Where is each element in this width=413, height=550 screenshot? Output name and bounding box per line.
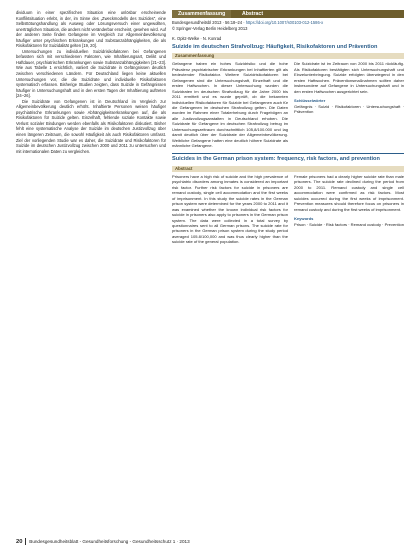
journal-footer: Bundesgesundheitsblatt - Gesundheitsforschung - Gesundheitsschutz 1 · 2013 [29,539,190,544]
german-keywords-label: Schlüsselwörter [294,98,326,104]
german-keywords: Gefängnis · Suizid · Risikofaktoren · Untersuchungshaft · Prävention [294,103,404,114]
authors: K. Opitz-Welke · N. Konrad [172,36,222,42]
tab-abstract: Abstract [242,11,264,17]
english-abstract-text-2: Female prisoners had a clearly higher suicide rate than male prisoners. The suicide rate declined during the period from 2000 to 2011. Remand custody and single cell accommodation were confirmed as risk factors. Most suicides occurred during the first weeks of imprisonment. Prevention measures should therefore focus on prisoners in remand custody and during the first weeks of imprisonment. [294,173,404,212]
doi-link[interactable]: https://doi.org/10.1007/s00103-012-1586-x [245,20,324,25]
german-abstract [172,61,404,148]
english-keywords: Prison · Suicide · Risk factors · Remand custody · Prevention [294,221,404,227]
footer-divider [25,538,26,545]
english-abstract-text-1: Prisoners have a high risk of suicide and the high prevalence of psychiatric disorders among inmates is considered an important risk factor. Further risk factors for suicide in prisoners are remand custody, single cell accommodation and the first weeks of imprisonment. In this study the suicide rates in the German prison system were determined for the years 2000 to 2011 and it was examined whether the known individual risk factors for suicide in prisoners also apply to prisoners in the German prison system. The data were collected in a total survey by questionnaires sent to all German prisons. The suicide rate for prisoners in the German prison system during the study period averaged 105.8/100,000 and was thus clearly higher than the suicide rate of the general population. [172,173,288,245]
tab-zusammenfassung: Zusammenfassung [172,10,231,18]
abstract-panel [172,10,404,245]
page-footer [16,538,406,546]
copyright: © Springer-Verlag Berlin Heidelberg 2013 [172,25,248,31]
german-abstract-text-2: Die Suizidrate ist im Zeitraum von 2000 bis 2011 rückläufig. Als Risikofaktoren bestätigten sich Untersuchungshaft und Einzelunterbringung. Suizide erfolgten überwiegend in den ersten Haftwochen. Präventionsmaßnahmen sollten daher insbesondere auf Gefangene in Untersuchungshaft und in den ersten Haftwochen ausgerichtet sein. [294,61,404,94]
german-section-heading: Zusammenfassung [172,53,404,59]
body-paragraph: dividuum in einer spezifischen Situation eine unlösbar erscheinende Konfliktsituation erlebt, in der, im Sinne des „Zweckmodells des Suizides“, eine Selbsttötungshandlung als Ausweg oder Lösungsversuch einer ungewollten, unerträglichen Situation, die anders nicht veränderbar erscheint, gesehen wird. Auf der anderen Seite finden Gefangene im Vergleich zur Allgemeinbevölkerung häufiger unter psychischen Erkrankungen und Substanzabhängigkeiten, die als Risikofaktoren für Suizidalität gelten [19, 20]. [16,10,166,49]
abstract-tab-bar [172,10,404,18]
english-keywords-label: Keywords [294,216,314,222]
body-paragraph: Untersuchungen zu individuellen Suizidrisikofaktoren bei Gefangenen befassten sich mit verschiedenen Faktoren, wie Inhaftierungsart, Delikt und Haftdauer, psychiatrischen Erkrankungen sowie Substanzabhängigkeiten [21–23]. Wie aus Tabelle 1 ersichtlich, variiert die Suizidrate in Gefängnissen deutlich zwischen verschiedenen Ländern. Für Deutschland liegen keine aktuellen Untersuchungen vor, die die Suizidrate und individuelle Risikofaktoren systematisch erfassen. Bisherige Studien zeigten, dass Suizide in Gefängnissen häufiger in Untersuchungshaft und in den ersten Tagen der Inhaftierung auftreten [24–26]. [16,48,166,99]
page-number: 20 [16,539,23,545]
german-title: Suizide im deutschen Strafvollzug: Häufigkeit, Risikofaktoren und Prävention [172,43,378,50]
english-section-heading: Abstract [172,166,404,172]
english-title: Suicides in the German prison system: frequency, risk factors, and prevention [172,156,380,163]
citation: Bundesgesundheitsbl 2013 · 56:18–24 [172,20,243,25]
section-divider [172,153,404,154]
left-body-column [16,10,166,154]
german-abstract-text-1: Gefangene haben ein hohes Suizidrisiko und die hohe Prävalenz psychiatrischer Erkrankungen bei Inhaftierten gilt als bedeutender Risikofaktor. Weitere Suizidrisikofaktoren bei Gefangenen sind die Untersuchungshaft, Einzelhaft und die ersten Haftwochen. In dieser Untersuchung wurden die Suizidraten im deutschen Strafvollzug für die Jahre 2000 bis 2011 ermittelt und es wurde geprüft, ob die bekannten individuellen Risikofaktoren für Suizide bei Gefangenen auch für die Gefangenen im deutschen Strafvollzug gelten. Die Daten wurden im Rahmen einer Totalerhebung durch Fragebögen an alle Justizvollzugsanstalten in Deutschland erhoben. Die Suizidrate für Gefangene im deutschen Strafvollzug betrug im Untersuchungszeitraum durchschnittlich 105,8/100.000 und lag damit deutlich über der Suizidrate der Allgemeinbevölkerung. Weibliche Gefangene hatten eine deutlich höhere Suizidrate als männliche Gefangene. [172,61,288,149]
body-paragraph: Die Suizidrate von Gefangenen ist in Deutschland im Vergleich zur Allgemeinbevölkerung deutlich erhöht. Inhaftierte Personen weisen häufiger psychiatrische Erkrankungen sowie Abhängigkeitserkrankungen auf, die als Risikofaktoren für Suizide gelten. Einzelhaft, fehlende soziale Kontakte sowie Verlust sozialer Bindungen werden ebenfalls als Risikofaktoren diskutiert. Bisher fehlt eine systematische Analyse der Suizide im deutschen Justizvollzug über einen längeren Zeitraum, die sowohl Häufigkeit als auch Risikofaktoren umfasst. Ziel der vorliegenden Studie war es daher, die Suizidrate und Risikofaktoren für Suizide im deutschen Justizvollzug zwischen 2000 und 2011 zu untersuchen und mit internationalen Daten zu vergleichen. [16,98,166,154]
article-meta: Bundesgesundheitsbl 2013 · 56:18–24 · https://doi.org/10.1007/s00103-012-1586-x © Springer-Verlag Berlin Heidelberg 2013 [172,20,404,31]
english-abstract [172,174,404,245]
